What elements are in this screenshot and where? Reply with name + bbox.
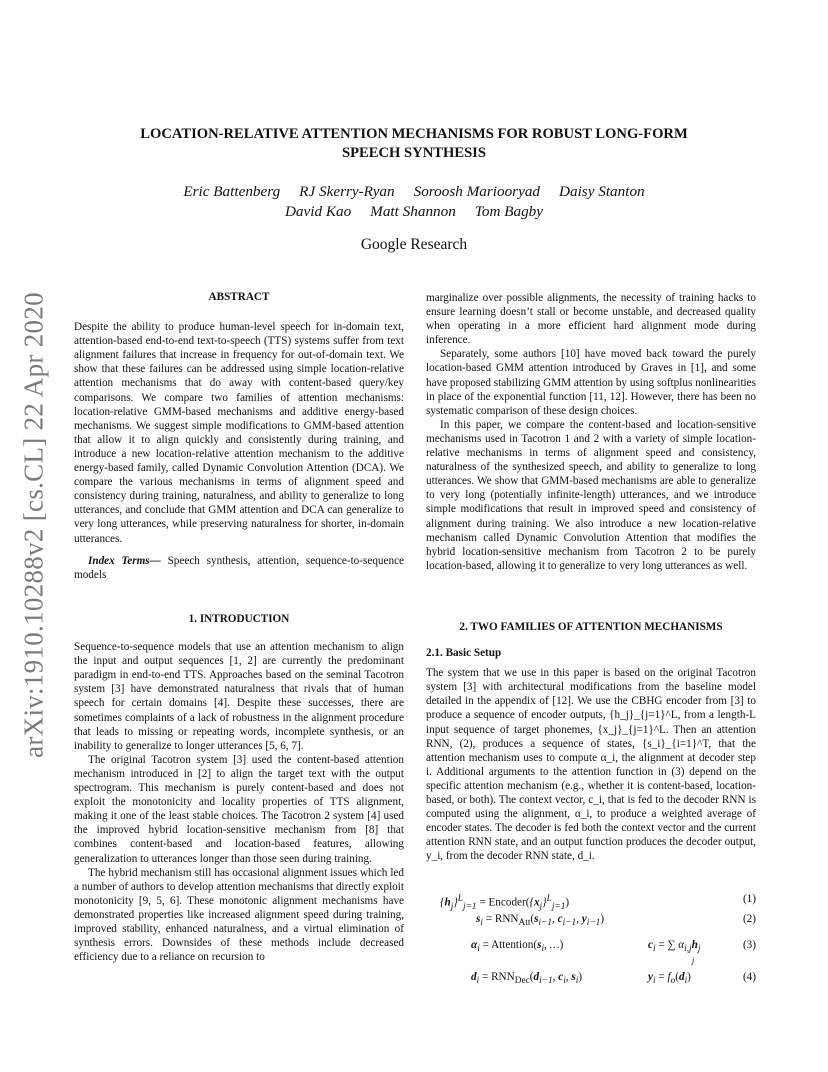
- section1: [74, 612, 404, 964]
- equation-3: $\alpha_i$ = $Attention(s_i$, …) $c_i$ = ∑ $\alpha_{i,j}h_j$ j (3): [471, 939, 756, 965]
- arxiv-stamp: arXiv:1910.10288v2 [cs.CL] 22 Apr 2020: [18, 292, 49, 758]
- section2-1-heading: 2.1. Basic Setup: [426, 647, 502, 660]
- intro-paragraph-3: The hybrid mechanism still has occasional alignment issues which led a number of authors to develop attention mechanisms that directly exploit monotonicity [9, 5, 6]. These monotonic alignment mechanisms have demonstrated properties like increased alignment speed during training, improved stability, enhanced naturalness, and a virtual elimination of synthesis errors. Downsides of these methods include decreased efficiency due to a reliance on recursion to: [74, 866, 404, 964]
- equation-1: $\{h_j\}^L_{j=1}$ = $Encoder(\{x_j\}^L_{j=1})$ (1): [440, 893, 756, 912]
- section2-heading: 2. TWO FAMILIES OF ATTENTION MECHANISMS: [459, 621, 723, 633]
- intro-paragraph-1: Sequence-to-sequence models that use an attention mechanism to align the input and output sequences [1, 2] are currently the predominant paradigm in end-to-end TTS. Approaches based on the seminal Tacotron system [3] have demonstrated naturalness that rivals that of human speech for certain domains [4]. Despite these successes, there are sometimes complaints of a lack of robustness in the alignment procedure that leads to missing or repeating words, incomplete synthesis, or an inability to generalize to longer utterances [5, 6, 7].: [74, 641, 404, 752]
- left-column: [74, 290, 404, 582]
- abstract-heading: ABSTRACT: [208, 291, 270, 303]
- paper-title: LOCATION-RELATIVE ATTENTION MECHANISMS FOR ROBUST LONG-FORM SPEECH SYNTHESIS: [140, 126, 688, 161]
- abstract-text: Despite the ability to produce human-level speech for in-domain text, attention-based end-to-end text-to-speech (TTS) systems suffer from text alignment failures that increase in frequency for out-of-domain text. We show that these failures can be addressed using simple location-relative attention mechanisms that do away with content-based query/key comparisons. We compare two families of attention mechanisms: location-relative GMM-based mechanisms and additive energy-based mechanisms. We suggest simple modifications to GMM-based attention that allow it to align quickly and consistently during training, and introduce a new location-relative attention mechanism to the additive energy-based family, called Dynamic Convolution Attention (DCA). We compare the various mechanisms in terms of alignment speed and consistency during training, naturalness, and ability to generalize to long utterances, and conclude that GMM attention and DCA can generalize to very long utterances, while preserving naturalness for shorter, in-domain utterances.: [74, 321, 404, 545]
- section2: [426, 620, 756, 864]
- basic-setup-paragraph: The system that we use in this paper is based on the original Tacotron system [3] with architectural modifications from the baseline model detailed in the appendix of [12]. We use the CBHG encoder from [3] to produce a sequence of encoder outputs, {h_j}_{j=1}^L, from a length-L input sequence of target phonemes, {x_j}_{j=1}^L. Then an attention RNN, (2), produces a sequence of states, {s_i}_{i=1}^T, that the attention mechanism uses to compute α_i, the alignment at decoder step i. Additional arguments to the attention function in (3) depend on the specific attention mechanism (e.g., whether it is content-based, location-based, or both). The context vector, c_i, that is fed to the decoder RNN is computed using the alignment, α_i, to produce a weighted average of encoder states. The decoder is fed both the context vector and the current attention RNN state, and an output function produces the decoder output, y_i, from the decoder RNN state, d_i.: [426, 667, 756, 863]
- intro-paragraph-5: Separately, some authors [10] have moved back toward the purely location-based GMM attention introduced by Graves in [1], and some have proposed stabilizing GMM attention by using softplus nonlinearities in place of the exponential function [11, 12]. However, there has been no systematic comparison of these design choices.: [426, 348, 756, 417]
- affiliation: Google Research: [360, 236, 468, 253]
- right-column: [426, 291, 756, 573]
- equations: [426, 892, 756, 986]
- intro-paragraph-2: The original Tacotron system [3] used the content-based attention mechanism introduced in [2] to align the target text with the output spectrogram. This mechanism is purely content-based and does not exploit the monotonicity and locality properties of TTS alignment, making it one of the least stable choices. The Tacotron 2 system [4] used the improved hybrid location-sensitive mechanism from [8] that combines content-based and location-based features, allowing generalization to utterances longer than those seen during training.: [74, 753, 404, 865]
- index-terms: Index Terms— Speech synthesis, attention, sequence-to-sequence models: [74, 554, 404, 581]
- equation-4: $d_i = RNN_{Dec}(d_{i-1}$, $c_i$, $s_i$) $y_i = f_o(d_i)$ (4): [471, 971, 756, 987]
- intro-paragraph-6: In this paper, we compare the content-based and location-sensitive mechanisms used in Tacotron 1 and 2 with a variety of simple location-relative mechanisms in terms of alignment speed and consistency, naturalness of the synthesized speech, and ability to generalize to long utterances. We show that GMM-based mechanisms are able to generalize to very long (potentially infinite-length) utterances, and we introduce simple modifications that result in improved speed and consistency of alignment during training. We also introduce a new location-relative mechanism called Dynamic Convolution Attention that modifies the hybrid location-sensitive mechanism from Tacotron 2 to be purely location-based, allowing it to generalize to very long utterances as well.: [426, 418, 756, 572]
- section1-heading: 1. INTRODUCTION: [188, 613, 290, 625]
- intro-paragraph-4: marginalize over possible alignments, the necessity of training hacks to ensure learning doesn’t stall or become unstable, and decreased quality when operating in a more efficient hard alignment mode during inference.: [426, 292, 756, 347]
- equation-2: $s_i = RNN_{Att}(s_{i-1}$, $c_{i-1}$, $y_{i-1}$) (2): [476, 913, 756, 929]
- author-list: Eric Battenberg RJ Skerry-Ryan Soroosh Mariooryad Daisy Stanton David Kao Matt Shannon Tom Bagby: [183, 183, 645, 220]
